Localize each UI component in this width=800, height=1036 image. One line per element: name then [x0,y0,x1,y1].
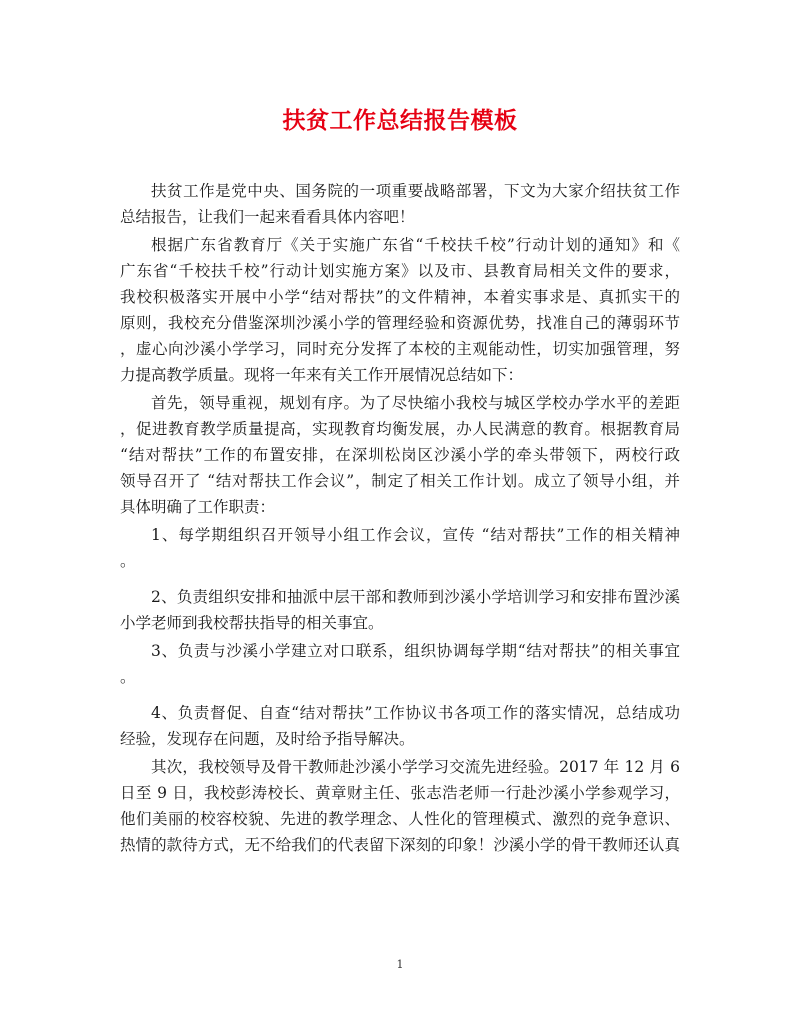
text-line: 其次，我校领导及骨干教师赴沙溪小学学习交流先进经验。2017 年 12 月 6 [151,758,680,776]
text-line: 热情的款待方式，无不给我们的代表留下深刻的印象！沙溪小学的骨干教师还认真 [120,836,680,854]
text-line: 1、每学期组织召开领导小组工作会议，宣传 “结对帮扶”工作的相关精神 [151,526,680,544]
text-line: 力提高教学质量。现将一年来有关工作开展情况总结如下： [120,366,524,384]
text-line: 领导召开了 “结对帮扶工作会议”，制定了相关工作计划。成立了领导小组，并 [120,472,680,490]
text-line: 广东省“千校扶千校”行动计划实施方案》以及市、县教育局相关文件的要求， [120,262,680,280]
text-line: 2、负责组织安排和抽派中层干部和教师到沙溪小学培训学习和安排布置沙溪 [151,588,680,606]
text-line: 。 [120,668,136,686]
text-line: ，虚心向沙溪小学学习，同时充分发挥了本校的主观能动性，切实加强管理，努 [120,340,680,358]
text-line: 小学老师到我校帮扶指导的相关事宜。 [120,614,384,632]
paragraph-background [120,232,680,388]
text-line: 我校积极落实开展中小学“结对帮扶”的文件精神，本着实事求是、真抓实干的 [120,288,680,306]
paragraph-first [120,390,680,520]
text-line: 根据广东省教育厅《关于实施广东省“千校扶千校”行动计划的通知》和《 [151,236,680,254]
list-item-2 [120,584,680,636]
text-line: 3、负责与沙溪小学建立对口联系，组织协调每学期“结对帮扶”的相关事宜 [151,642,680,660]
paragraph-intro [120,178,680,230]
text-line: 。 [120,552,136,570]
document-body [120,178,680,858]
text-line: 经验，发现存在问题，及时给予指导解决。 [120,730,415,748]
text-line: 日至 9 日，我校彭涛校长、黄章财主任、张志浩老师一行赴沙溪小学参观学习， [120,784,680,802]
page-number: 1 [396,958,404,971]
document-title: 扶贫工作总结报告模板 [282,107,518,134]
text-line: 原则，我校充分借鉴深圳沙溪小学的管理经验和资源优势，找准自己的薄弱环节 [120,314,680,332]
list-item-4 [120,700,680,752]
text-line: 首先，领导重视，规划有序。为了尽快缩小我校与城区学校办学水平的差距 [151,394,680,412]
text-line: 4、负责督促、自查“结对帮扶”工作协议书各项工作的落实情况，总结成功 [151,704,680,722]
text-line: 总结报告，让我们一起来看看具体内容吧！ [120,208,415,226]
text-line: “结对帮扶”工作的布置安排，在深圳松岗区沙溪小学的牵头带领下，两校行政 [120,446,680,464]
list-item-3 [120,638,680,690]
paragraph-second [120,754,680,858]
text-line: 扶贫工作是党中央、国务院的一项重要战略部署，下文为大家介绍扶贫工作 [151,182,680,200]
text-line: 具体明确了工作职责： [120,498,276,516]
text-line: ，促进教育教学质量提高，实现教育均衡发展，办人民满意的教育。根据教育局 [120,420,680,438]
list-item-1 [120,522,680,574]
text-line: 他们美丽的校容校貌、先进的教学理念、人性化的管理模式、激烈的竞争意识、 [120,810,680,828]
